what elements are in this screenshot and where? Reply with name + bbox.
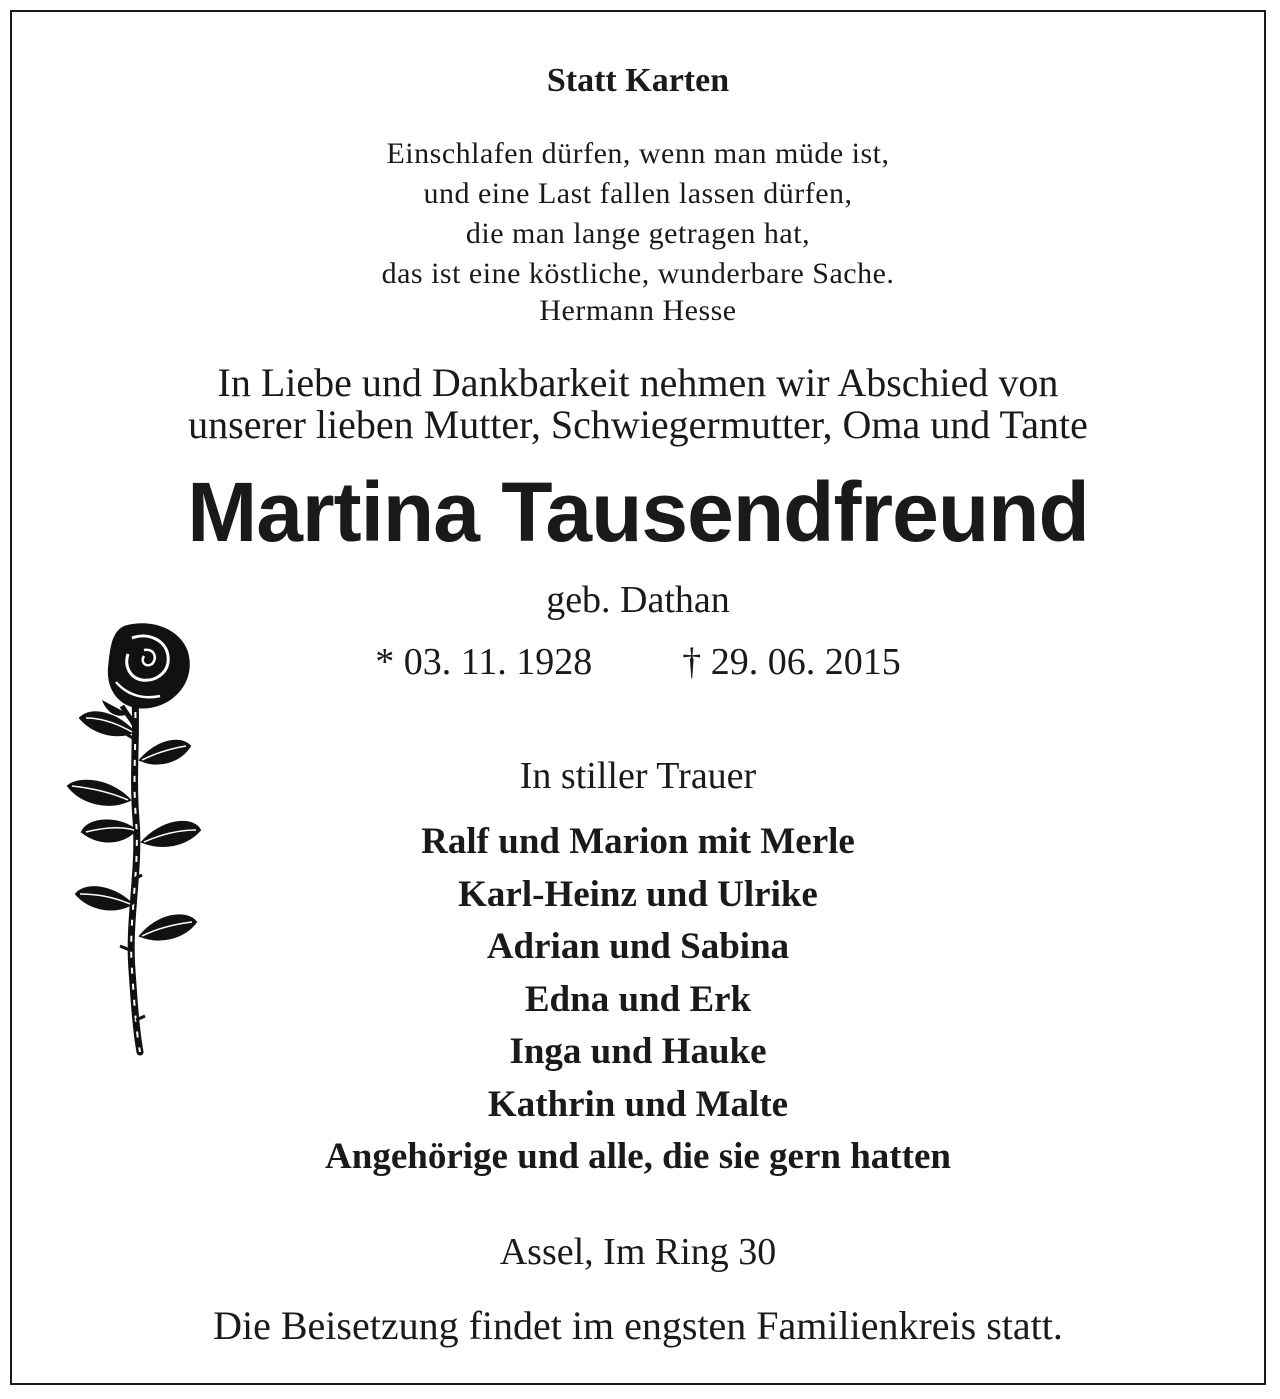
intro-text <box>12 362 1264 446</box>
obituary-notice <box>10 10 1266 1385</box>
mourner-entry: Kathrin und Malte <box>487 1083 789 1125</box>
poem-line: Einschlafen dürfen, wenn man müde ist, <box>386 137 890 170</box>
mourner-entry: Angehörige und alle, die sie gern hatten <box>325 1136 951 1177</box>
mourner-entry: Ralf und Marion mit Merle <box>421 821 855 862</box>
poem-line: und eine Last fallen lassen dürfen, <box>423 177 853 210</box>
poem-line: das ist eine köstliche, wunderbare Sache. <box>381 257 895 290</box>
poem <box>12 134 1264 294</box>
funeral-note: Die Beisetzung findet im engsten Familienkreis statt. <box>213 1303 1063 1348</box>
mourning-label: In stiller Trauer <box>519 755 757 797</box>
mourner-entry: Adrian und Sabina <box>486 926 790 967</box>
death-date: † 29. 06. 2015 <box>682 641 901 683</box>
mourner-entry: Edna und Erk <box>524 978 752 1020</box>
mourner-entry: Karl-Heinz und Ulrike <box>458 873 818 915</box>
address: Assel, Im Ring 30 <box>499 1231 777 1273</box>
mourner-entry: Inga und Hauke <box>509 1031 767 1072</box>
notice-heading: Statt Karten <box>546 62 730 99</box>
poem-line: die man lange getragen hat, <box>465 217 811 250</box>
birth-name: geb. Dathan <box>546 579 730 621</box>
deceased-name: Martina Tausendfreund <box>187 465 1089 559</box>
intro-line: unserer lieben Mutter, Schwiegermutter, Oma und Tante <box>188 402 1088 447</box>
birth-date: * 03. 11. 1928 <box>375 641 593 683</box>
mourners-list <box>12 816 1264 1184</box>
intro-line: In Liebe und Dankbarkeit nehmen wir Abschied von <box>217 360 1059 405</box>
poem-author: Hermann Hesse <box>539 294 737 327</box>
